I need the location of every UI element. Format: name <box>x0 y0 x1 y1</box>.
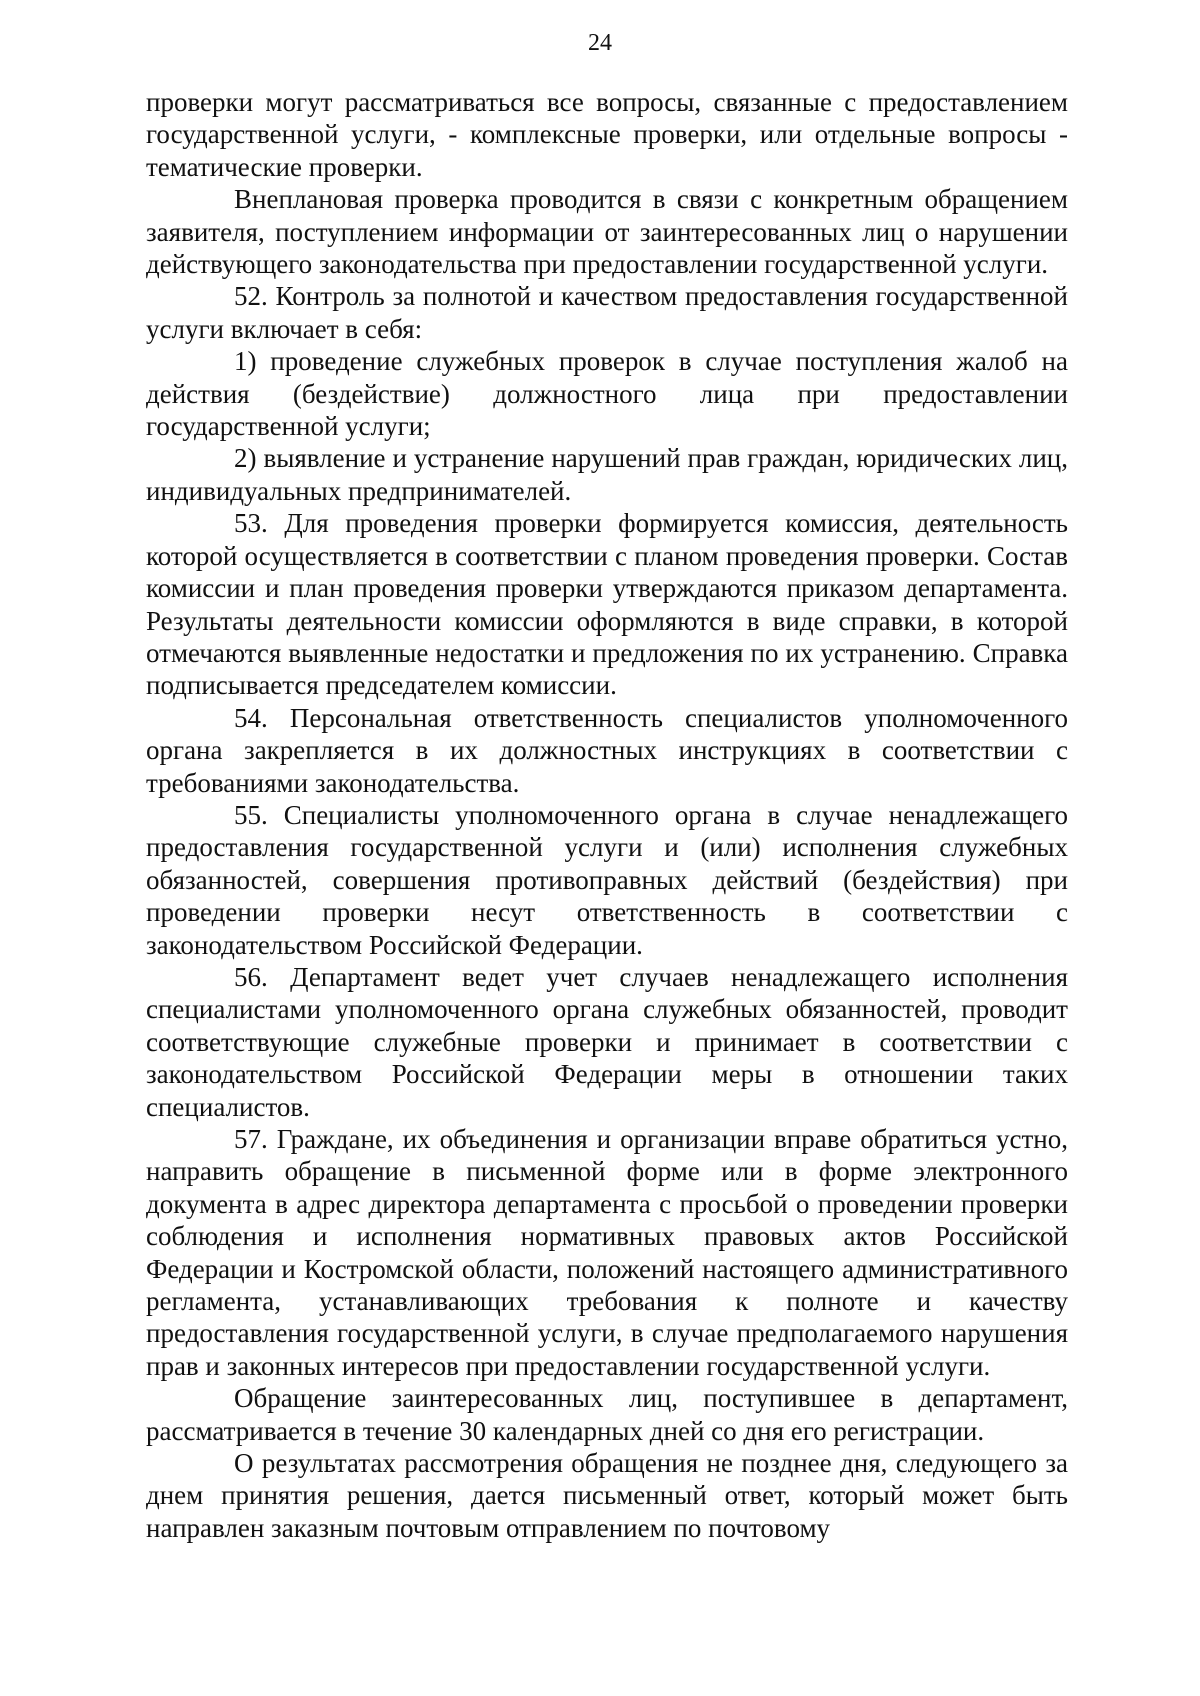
paragraph-unscheduled-inspection: Внеплановая проверка проводится в связи с конкретным обращением заявителя, поступлением информации от заинтересованных лиц о нарушении действующего законодательства при предоставлении государственной услуги. <box>146 184 1068 280</box>
paragraph-52-item-2: 2) выявление и устранение нарушений прав граждан, юридических лиц, индивидуальных предпринимателей. <box>146 443 1068 506</box>
paragraph-inspection-scope: проверки могут рассматриваться все вопросы, связанные с предоставлением государственной услуги, - комплексные проверки, или отдельные вопросы - тематические проверки. <box>146 87 1068 182</box>
paragraph-54: 54. Персональная ответственность специалистов уполномоченного органа закрепляется в их должностных инструкциях в соответствии с требованиями законодательства. <box>146 702 1068 798</box>
document-body <box>146 86 1068 1544</box>
paragraph-appeal-term: Обращение заинтересованных лиц, поступившее в департамент, рассматривается в течение 30 календарных дней со дня его регистрации. <box>146 1383 1068 1446</box>
paragraph-appeal-response: О результатах рассмотрения обращения не позднее дня, следующего за днем принятия решения, дается письменный ответ, который может быть направлен заказным почтовым отправлением по почтовому <box>146 1448 1068 1543</box>
paragraph-57: 57. Граждане, их объединения и организации вправе обратиться устно, направить обращение в письменной форме или в форме электронного документа в адрес директора департамента с просьбой о проведении проверки соблюдения и исполнения нормативных правовых актов Российской Федерации и Костромской области, положений настоящего административного регламента, устанавливающих требования к полноте и качеству предоставления государственной услуги, в случае предполагаемого нарушения прав и законных интересов при предоставлении государственной услуги. <box>146 1124 1068 1381</box>
paragraph-52-item-1: 1) проведение служебных проверок в случае поступления жалоб на действия (бездействие) должностного лица при предоставлении государственной услуги; <box>146 346 1068 442</box>
paragraph-53: 53. Для проведения проверки формируется комиссия, деятельность которой осуществляется в соответствии с планом проведения проверки. Состав комиссии и план проведения проверки утверждаются приказом департамента. Результаты деятельности комиссии оформляются в виде справки, в которой отмечаются выявленные недостатки и предложения по их устранению. Справка подписывается председателем комиссии. <box>146 508 1068 701</box>
paragraph-56: 56. Департамент ведет учет случаев ненадлежащего исполнения специалистами уполномоченного органа служебных обязанностей, проводит соответствующие служебные проверки и принимает в соответствии с законодательством Российской Федерации меры в отношении таких специалистов. <box>146 961 1068 1122</box>
paragraph-52: 52. Контроль за полнотой и качеством предоставления государственной услуги включает в себя: <box>146 281 1068 344</box>
page-number: 24 <box>588 30 612 56</box>
paragraph-55: 55. Специалисты уполномоченного органа в случае ненадлежащего предоставления государственной услуги и (или) исполнения служебных обязанностей, совершения противоправных действий (бездействия) при проведении проверки несут ответственность в соответствии с законодательством Российской Федерации. <box>146 799 1068 960</box>
